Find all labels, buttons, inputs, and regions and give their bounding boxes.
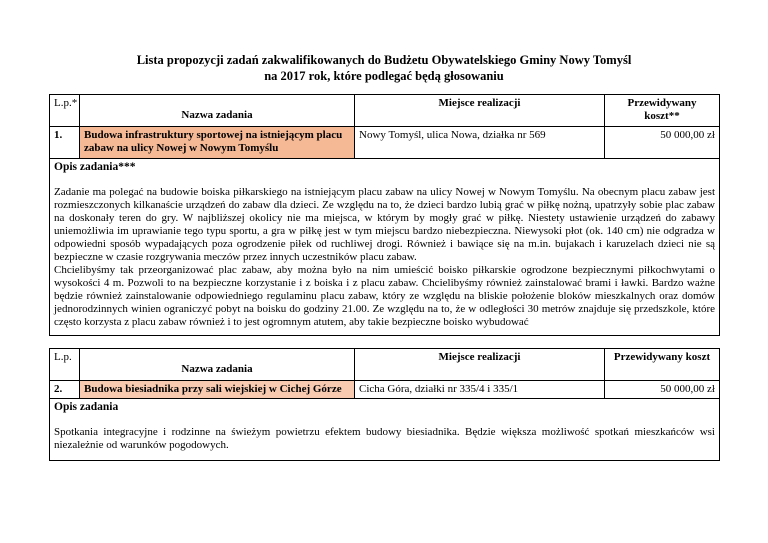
row-cost: 50 000,00 zł xyxy=(605,127,720,159)
row-cost: 50 000,00 zł xyxy=(605,381,720,399)
header-cost: Przewidywany koszt** xyxy=(605,95,720,127)
table-row xyxy=(50,381,720,399)
description-row xyxy=(50,399,720,461)
document-title xyxy=(0,52,768,84)
description-label: Opis zadania*** xyxy=(54,161,136,173)
document-title-line1: Lista propozycji zadań zakwalifikowanych do Budżetu Obywatelskiego Gminy Nowy Tomyśl xyxy=(136,53,632,67)
header-lp: L.p.* xyxy=(50,95,80,127)
document-title-line2: na 2017 rok, które podlegać będą głosowaniu xyxy=(264,69,504,83)
header-cost: Przewidywany koszt xyxy=(605,349,720,381)
header-lp: L.p. xyxy=(50,349,80,381)
project-table-1 xyxy=(49,94,720,336)
row-lp: 1. xyxy=(50,127,80,159)
header-name: Nazwa zadania xyxy=(80,95,355,127)
description-text: Spotkania integracyjne i rodzinne na świeżym powietrzu efektem budowy biesiadnika. Będzie większa możliwość spotkań mieszkańców wsi niezależnie od warunków pogodowych. xyxy=(54,426,715,451)
table-header-row xyxy=(50,95,720,127)
header-location: Miejsce realizacji xyxy=(355,95,605,127)
table-row xyxy=(50,127,720,159)
row-location: Cicha Góra, działki nr 335/4 i 335/1 xyxy=(355,381,605,399)
project-table-2 xyxy=(49,348,720,461)
row-name: Budowa infrastruktury sportowej na istniejącym placu zabaw na ulicy Nowej w Nowym Tomyślu xyxy=(80,127,355,159)
row-lp: 2. xyxy=(50,381,80,399)
description-text: Zadanie ma polegać na budowie boiska piłkarskiego na istniejącym placu zabaw na ulicy Nowej w Nowym Tomyślu. Na obecnym placu zabaw jest rozmieszczonych kilkanaście urządzeń do zabaw dla dzieci. Ze względu na to, że dzieci bardzo lubią grać w piłkę nożną, upatrzyły sobie plac zabaw na doskonały teren do gry. W najbliższej okolicy nie ma miejsca, w którym by mogły grać w piłkę. Niestety ustawienie urządzeń do zabawy uniemożliwia im uprawianie tego typu sportu, a gra w piłkę jest w tym miejscu bardzo niebezpieczna. Niewysoki płot (ok. 140 cm) nie odgradza w odpowiedni sposób wypadających poza ogrodzenie piłek od ruchliwej drogi. Również i bawiące się na m.in. bujakach i karuzelach dzieci nie są bezpieczne w czasie rozgrywania meczów przez innych uczestników placu zabaw. xyxy=(54,186,715,263)
table-header-row xyxy=(50,349,720,381)
description-text-2: Chcielibyśmy tak przeorganizować plac zabaw, aby można było na nim umieścić boisko piłkarskie ogrodzone bezpiecznymi piłkochwytami o wysokości 4 m. Pozwoli to na bezpieczne korzystanie i z boiska i z placu zabaw. Chcielibyśmy również zainstalować brami i ławki. Bardzo ważne będzie również zainstalowanie odpowiedniego regulaminu placu zabaw, który ze względu na bliskie położenie bloków mieszkalnych oraz domów jednorodzinnych winien ograniczyć pobyt na boisku do godziny 21.00. Ze względu na to, że w odległości 30 metrów znajduje się przedszkole, które często korzysta z placu zabaw również i to jest ogromnym atutem, aby takie bezpieczne boisko wybudować xyxy=(54,264,715,328)
description-label: Opis zadania xyxy=(54,401,119,413)
description-row xyxy=(50,159,720,336)
header-location: Miejsce realizacji xyxy=(355,349,605,381)
row-location: Nowy Tomyśl, ulica Nowa, działka nr 569 xyxy=(355,127,605,159)
header-name: Nazwa zadania xyxy=(80,349,355,381)
row-name: Budowa biesiadnika przy sali wiejskiej w Cichej Górze xyxy=(80,381,355,399)
